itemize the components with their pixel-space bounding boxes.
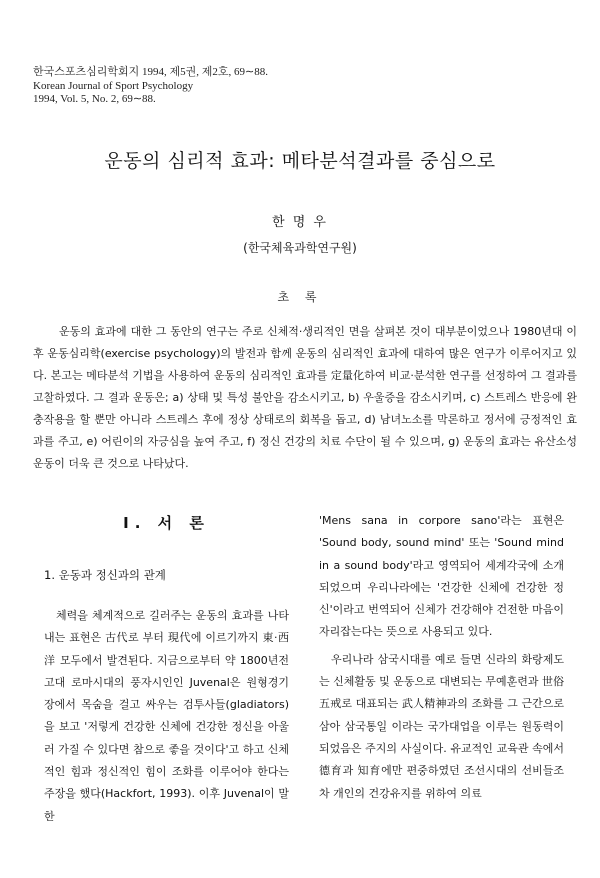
journal-header-volume: 1994, Vol. 5, No. 2, 69∼88. (33, 93, 156, 105)
journal-header (33, 66, 268, 107)
right-paragraph-2: 우리나라 삼국시대를 예로 들면 신라의 화랑제도는 신체활동 및 운동으로 대변되는 무예훈련과 世俗五戒로 대표되는 武人精神과의 조화를 그 근간으로 삼아 삼국통일 이라는 국가대업을 이루는 원동력이 되었음은 주지의 사실이다. 유교적인 교육관 속에서 德育과 知育에만 편중하였던 조선시대의 선비들조차 개인의 건강유지를 위하여 의료 (319, 652, 564, 800)
left-paragraph: 체력을 체계적으로 길러주는 운동의 효과를 나타내는 표현은 古代로 부터 現代에 이르기까지 東·西洋 모두에서 발견된다. 지금으로부터 약 1800년전 고대 로마시대의 풍자시인인 Juvenal은 원형경기장에서 목숨을 걸고 싸우는 검투사들(gladiators)을 보고 '저렇게 건강한 신체에 건강한 정신을 아울러 가질 수 있다면 참으로 좋을 것이다'고 하고 신체적인 힘과 정신적인 힘이 조화를 이루어야 한다는 주장을 했다(Hackfort, 1993). 이후 Juvenal이 말한 (44, 609, 289, 823)
author-name: 한 명 우 (272, 215, 328, 230)
author-affiliation: (한국체육과학연구원) (243, 241, 357, 255)
subsection-heading: 1. 운동과 정신과의 관계 (44, 568, 166, 582)
abstract-heading: 초 록 (277, 290, 323, 304)
paper-title: 운동의 심리적 효과: 메타분석결과를 중심으로 (104, 150, 496, 172)
journal-header-english: Korean Journal of Sport Psychology (33, 79, 194, 92)
right-paragraph-1: 'Mens sana in corpore sano'라는 표현은 'Sound body, sound mind' 또는 'Sound mind in a sound body'라고 영역되어 세계각국에 소개되었으며 우리나라에는 '건강한 신체에 건강한 정신'이라고 번역되어 신체가 건강해야 건전한 마음이 자리잡는다는 뜻으로 사용되고 있다. (319, 514, 564, 639)
right-column (319, 510, 564, 805)
section-heading: Ⅰ. 서 론 (123, 514, 210, 532)
abstract-text: 운동의 효과에 대한 그 동안의 연구는 주로 신체적·생리적인 면을 살펴본 것이 대부분이었으나 1980년대 이후 운동심리학(exercise psychology)의 발전과 함께 운동의 심리적인 효과에 대하여 많은 연구가 이루어지고 있다. 본고는 메타분석 기법을 사용하여 운동의 심리적인 효과를 定量化하여 비교·분석한 연구를 선정하여 그 결과를 고찰하였다. 그 결과 운동은; a) 상태 및 특성 불안을 감소시키고, b) 우울증을 감소시키며, c) 스트레스 반응에 완충작용을 할 뿐만 아니라 스트레스 후에 정상 상태로의 회복을 돕고, d) 남녀노소를 막론하고 정서에 긍정적인 효과를 주고, e) 어린이의 자긍심을 높여 주고, f) 정신 건강의 치료 수단이 될 수 있으며, g) 운동의 효과는 유산소성 운동이 더욱 큰 것으로 나타났다. (33, 325, 577, 470)
journal-header-korean: 한국스포츠심리학회지 1994, 제5권, 제2호, 69∼88. (33, 66, 268, 78)
abstract (33, 321, 577, 475)
left-column-body (44, 605, 289, 828)
